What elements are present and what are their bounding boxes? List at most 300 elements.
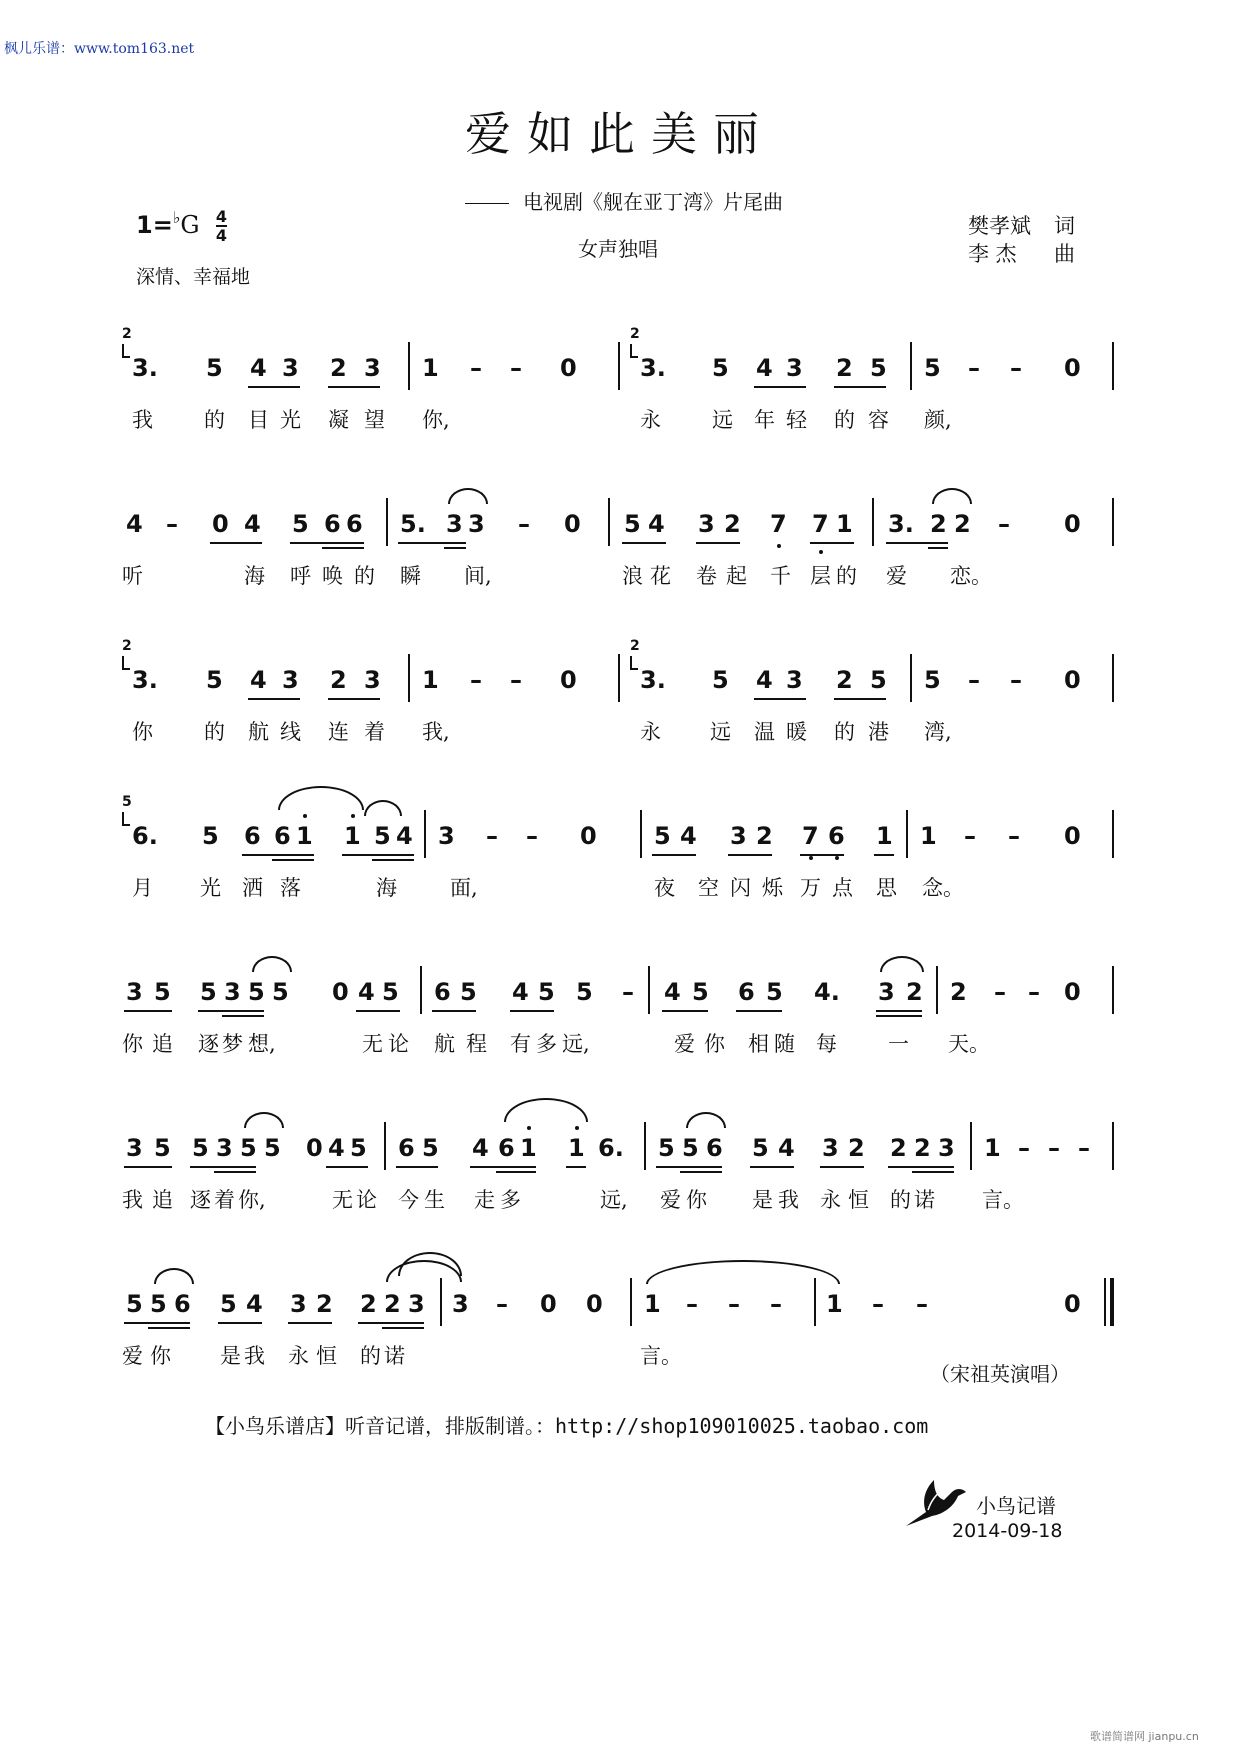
tempo-marking: 深情、幸福地 — [136, 266, 251, 288]
lyric: 远, — [562, 1032, 590, 1056]
lyric: 远, — [600, 1188, 628, 1212]
lyric: 间, — [464, 564, 492, 588]
lyric: 爱 — [886, 564, 907, 588]
lyric: 恒 — [316, 1344, 337, 1368]
bar-line — [1112, 654, 1114, 702]
note: 3 — [364, 354, 381, 382]
beam — [652, 854, 696, 856]
note: 3 — [730, 822, 747, 850]
note: 4 — [244, 510, 261, 538]
meter-mark: 2 — [122, 326, 132, 342]
bar-line — [910, 342, 912, 390]
note: 0 — [306, 1134, 323, 1162]
lyric: 轻 — [786, 408, 807, 432]
lyric: 的 — [836, 564, 857, 588]
note: 5 — [192, 1134, 209, 1162]
note: – — [510, 354, 522, 382]
note: 2 — [836, 666, 853, 694]
note: 7 — [770, 510, 787, 538]
lyric: 是 — [752, 1188, 773, 1212]
note: 5 — [220, 1290, 237, 1318]
lyric: 论 — [356, 1188, 377, 1212]
lyric: 你, — [422, 408, 450, 432]
note: 2 — [906, 978, 923, 1006]
lyric: 空 — [698, 876, 719, 900]
beam — [834, 698, 886, 700]
note: 5 — [382, 978, 399, 1006]
beam — [372, 859, 414, 861]
note: 0 — [212, 510, 229, 538]
lyric: 浪 — [622, 564, 643, 588]
bar-line — [630, 1278, 632, 1326]
note: 0 — [540, 1290, 557, 1318]
bar-line — [936, 966, 938, 1014]
lyric: 一 — [888, 1032, 909, 1056]
note: 6 — [434, 978, 451, 1006]
note: 1 — [344, 822, 361, 850]
note: 3 — [822, 1134, 839, 1162]
beam — [248, 698, 300, 700]
note: 1 — [876, 822, 893, 850]
lyric: 海 — [244, 564, 265, 588]
lyric: 听 — [122, 564, 143, 588]
footer-note: 【小鸟乐谱店】听音记谱，排版制谱。：http://shop109010025.taobao.com — [205, 1414, 929, 1438]
note: 2 — [330, 666, 347, 694]
note: 2 — [836, 354, 853, 382]
lyric: 恋。 — [950, 564, 992, 588]
beam — [124, 1010, 172, 1012]
slur — [364, 800, 402, 816]
note: 3 — [282, 666, 299, 694]
note: 3. — [132, 666, 158, 694]
note: – — [496, 1290, 508, 1318]
note: 3 — [290, 1290, 307, 1318]
beam — [754, 698, 806, 700]
lyric: 永 — [640, 720, 661, 744]
note: 2 — [950, 978, 967, 1006]
note: 5 — [766, 978, 783, 1006]
lyric: 湾, — [924, 720, 952, 744]
beam — [124, 1322, 190, 1324]
note: 3 — [786, 666, 803, 694]
note: 6 — [498, 1134, 515, 1162]
lyric: 烁 — [762, 876, 783, 900]
note: 2 — [316, 1290, 333, 1318]
note: 5 — [538, 978, 555, 1006]
lyric: 点 — [832, 876, 853, 900]
time-numerator: 4 — [215, 207, 228, 226]
note: – — [686, 1290, 698, 1318]
meter-mark: 2 — [122, 638, 132, 654]
lyric: 唤 — [322, 564, 343, 588]
bar-line — [408, 654, 410, 702]
note: 5 — [712, 666, 729, 694]
note: 0 — [1064, 822, 1081, 850]
lyric: 生 — [424, 1188, 445, 1212]
lyric: 永 — [820, 1188, 841, 1212]
note: 0 — [580, 822, 597, 850]
beam — [396, 1166, 438, 1168]
beam — [888, 1166, 954, 1168]
note: 0 — [564, 510, 581, 538]
lyric: 我 — [778, 1188, 799, 1212]
lyric: 港 — [868, 720, 889, 744]
note: – — [166, 510, 178, 538]
bar-line — [1112, 810, 1114, 858]
composer-credit — [968, 238, 1075, 268]
note: 6 — [346, 510, 363, 538]
note: 0 — [1064, 354, 1081, 382]
lyricist-role: 词 — [1054, 214, 1075, 238]
note: 4 — [664, 978, 681, 1006]
lyric: 千 — [770, 564, 791, 588]
upper-octave-dot — [527, 1126, 531, 1130]
lyric: 我, — [422, 720, 450, 744]
note: 3 — [216, 1134, 233, 1162]
lyric: 永 — [288, 1344, 309, 1368]
lyric: 多 — [500, 1188, 521, 1212]
lyric: 连 — [328, 720, 349, 744]
note: 4 — [250, 354, 267, 382]
lyric: 每 — [816, 1032, 837, 1056]
composer-role: 曲 — [1054, 242, 1075, 266]
note: – — [968, 354, 980, 382]
meter-hook — [122, 344, 130, 358]
note: 5 — [374, 822, 391, 850]
note: – — [470, 354, 482, 382]
note: 4 — [756, 354, 773, 382]
beam — [470, 1166, 536, 1168]
note: 3 — [282, 354, 299, 382]
note: 5 — [272, 978, 289, 1006]
lyric: 你 — [704, 1032, 725, 1056]
beam — [912, 1171, 954, 1173]
note: 0 — [586, 1290, 603, 1318]
lyric: 万 — [800, 876, 821, 900]
lyric: 温 — [754, 720, 775, 744]
beam — [820, 1166, 864, 1168]
beam — [242, 854, 314, 856]
final-bar-thin — [1104, 1278, 1106, 1326]
note: – — [518, 510, 530, 538]
note: 5 — [264, 1134, 281, 1162]
lyric: 光 — [200, 876, 221, 900]
lyric: 恒 — [848, 1188, 869, 1212]
lyric: 诺 — [384, 1344, 405, 1368]
note: 1 — [422, 354, 439, 382]
bar-line — [420, 966, 422, 1014]
note: – — [964, 822, 976, 850]
bar-line — [910, 654, 912, 702]
song-subtitle — [465, 186, 783, 215]
note: 4 — [756, 666, 773, 694]
beam — [356, 1010, 400, 1012]
meter-hook — [122, 656, 130, 670]
key-signature — [136, 208, 227, 244]
beam — [124, 1166, 172, 1168]
note: 3 — [698, 510, 715, 538]
lyric: 远 — [710, 720, 731, 744]
lyric: 着 — [364, 720, 385, 744]
note: 6 — [828, 822, 845, 850]
lyric: 落 — [280, 876, 301, 900]
note: 2 — [914, 1134, 931, 1162]
note: 6 — [174, 1290, 191, 1318]
signature: 小鸟记谱 — [976, 1494, 1056, 1518]
tie — [932, 488, 972, 504]
lower-octave-dot — [809, 856, 813, 860]
note: 5 — [248, 978, 265, 1006]
lyric: 相 — [748, 1032, 769, 1056]
lyric: 逐 — [190, 1188, 211, 1212]
note: 5. — [400, 510, 426, 538]
bar-line — [384, 1122, 386, 1170]
lyric: 爱 — [122, 1344, 143, 1368]
note: 3. — [640, 354, 666, 382]
note: 0 — [1064, 510, 1081, 538]
lyric: 夜 — [654, 876, 675, 900]
lyric: 无 — [362, 1032, 383, 1056]
lyric: 走 — [474, 1188, 495, 1212]
lyric: 闪 — [730, 876, 751, 900]
note: 5 — [682, 1134, 699, 1162]
beam — [342, 854, 414, 856]
final-bar-thick — [1110, 1278, 1114, 1326]
note: 2 — [384, 1290, 401, 1318]
lyric: 暖 — [786, 720, 807, 744]
note: 6 — [706, 1134, 723, 1162]
beam — [398, 542, 466, 544]
note: 1 — [568, 1134, 585, 1162]
lyric: 无 — [332, 1188, 353, 1212]
watermark: 歌谱简谱网 jianpu.cn — [1090, 1730, 1199, 1743]
note: 6 — [398, 1134, 415, 1162]
bar-line — [644, 1122, 646, 1170]
beam — [622, 542, 666, 544]
meter-hook — [630, 656, 638, 670]
lyric: 的 — [204, 720, 225, 744]
beam — [358, 1322, 424, 1324]
bar-line — [408, 342, 410, 390]
beam — [382, 1327, 424, 1329]
note: 3 — [126, 978, 143, 1006]
lyricist-name: 樊孝斌 — [968, 214, 1031, 238]
beam — [876, 1015, 922, 1017]
beam — [272, 859, 314, 861]
beam — [214, 1171, 256, 1173]
note: – — [968, 666, 980, 694]
lyric: 我 — [132, 408, 153, 432]
bar-line — [618, 654, 620, 702]
singer-type: 女声独唱 — [578, 237, 658, 261]
note: 7 — [812, 510, 829, 538]
beam — [876, 1010, 922, 1012]
note: 3 — [468, 510, 485, 538]
note: 5 — [292, 510, 309, 538]
meter-hook — [630, 344, 638, 358]
lyricist-credit — [968, 210, 1075, 240]
note: 2 — [890, 1134, 907, 1162]
bar-line — [906, 810, 908, 858]
note: 1 — [920, 822, 937, 850]
lyric: 瞬 — [400, 564, 421, 588]
beam — [736, 1010, 782, 1012]
note: – — [1078, 1134, 1090, 1162]
tie — [686, 1112, 726, 1128]
lyric: 花 — [650, 564, 671, 588]
note: 5 — [200, 978, 217, 1006]
beam — [750, 1166, 794, 1168]
lyric: 随 — [774, 1032, 795, 1056]
note: 6 — [324, 510, 341, 538]
beam — [222, 1015, 264, 1017]
note: – — [872, 1290, 884, 1318]
beam — [210, 542, 262, 544]
beam — [566, 1166, 586, 1168]
subtitle-text: 电视剧《舰在亚丁湾》片尾曲 — [523, 190, 783, 214]
song-title: 爱如此美丽 — [465, 107, 775, 161]
note: – — [1018, 1134, 1030, 1162]
lyric: 我 — [244, 1344, 265, 1368]
tie — [252, 956, 292, 972]
note: 1 — [296, 822, 313, 850]
note: 0 — [1064, 1290, 1081, 1318]
lyric: 洒 — [242, 876, 263, 900]
note: – — [510, 666, 522, 694]
note: 2 — [756, 822, 773, 850]
note: 5 — [870, 354, 887, 382]
note: 4 — [648, 510, 665, 538]
lyric: 你 — [150, 1344, 171, 1368]
tie — [448, 488, 488, 504]
note: 4 — [126, 510, 143, 538]
lyric: 航 — [434, 1032, 455, 1056]
note: 5 — [658, 1134, 675, 1162]
beam — [328, 698, 380, 700]
note: 2 — [360, 1290, 377, 1318]
beam — [834, 386, 886, 388]
beam — [148, 1327, 190, 1329]
note: 5 — [624, 510, 641, 538]
lyric: 你, — [238, 1188, 266, 1212]
bar-line — [618, 342, 620, 390]
note: 3 — [126, 1134, 143, 1162]
note: – — [526, 822, 538, 850]
slur — [278, 786, 364, 810]
lyric: 的 — [204, 408, 225, 432]
time-signature — [216, 208, 227, 244]
note: – — [916, 1290, 928, 1318]
note: 5 — [154, 1134, 171, 1162]
upper-octave-dot — [351, 814, 355, 818]
lyric: 你 — [122, 1032, 143, 1056]
beam — [662, 1010, 708, 1012]
lyric: 想, — [248, 1032, 276, 1056]
bar-line — [1112, 342, 1114, 390]
beam — [656, 1166, 722, 1168]
beam — [288, 1322, 332, 1324]
lyric: 的 — [360, 1344, 381, 1368]
note: 6 — [738, 978, 755, 1006]
lyric: 航 — [248, 720, 269, 744]
note: 4 — [778, 1134, 795, 1162]
note: 4 — [250, 666, 267, 694]
note: 2 — [954, 510, 971, 538]
lyric: 有 — [510, 1032, 531, 1056]
tie — [646, 1260, 840, 1284]
lyric: 追 — [152, 1032, 173, 1056]
note: 5 — [752, 1134, 769, 1162]
lyric: 呼 — [290, 564, 311, 588]
lyric: 卷 — [696, 564, 717, 588]
lyric: 多 — [536, 1032, 557, 1056]
bar-line — [1112, 498, 1114, 546]
note: 4 — [358, 978, 375, 1006]
flat-sign: ♭ — [172, 208, 181, 227]
note: 0 — [1064, 666, 1081, 694]
note: – — [1048, 1134, 1060, 1162]
note: 3 — [452, 1290, 469, 1318]
lyric: 言。 — [640, 1344, 682, 1368]
beam — [496, 1171, 536, 1173]
note: 5 — [924, 354, 941, 382]
beam — [218, 1322, 262, 1324]
note: 1 — [984, 1134, 1001, 1162]
bar-line — [640, 810, 642, 858]
lyric: 逐 — [198, 1032, 219, 1056]
bar-line — [970, 1122, 972, 1170]
beam — [190, 1166, 256, 1168]
bar-line — [386, 498, 388, 546]
lyric: 面, — [450, 876, 478, 900]
bar-line — [648, 966, 650, 1014]
lyric: 念。 — [922, 876, 964, 900]
note: 5 — [202, 822, 219, 850]
lyric: 光 — [280, 408, 301, 432]
beam — [328, 386, 380, 388]
note: – — [994, 978, 1006, 1006]
note: 3. — [888, 510, 914, 538]
beam — [198, 1010, 264, 1012]
lyric: 天。 — [948, 1032, 990, 1056]
note: 1 — [826, 1290, 843, 1318]
beam — [696, 542, 740, 544]
note: 4 — [396, 822, 413, 850]
lower-octave-dot — [819, 550, 823, 554]
beam — [754, 386, 806, 388]
bar-line — [608, 498, 610, 546]
note: – — [1028, 978, 1040, 1006]
meter-mark: 5 — [122, 794, 132, 810]
note: 6 — [244, 822, 261, 850]
note: – — [486, 822, 498, 850]
bar-line — [424, 810, 426, 858]
meter-mark: 2 — [630, 326, 640, 342]
note: 5 — [712, 354, 729, 382]
note: – — [470, 666, 482, 694]
note: – — [1010, 666, 1022, 694]
note: 4 — [472, 1134, 489, 1162]
bar-line — [440, 1278, 442, 1326]
lyric: 的 — [834, 408, 855, 432]
note: 5 — [240, 1134, 257, 1162]
lyric: 的 — [354, 564, 375, 588]
note: 0 — [560, 666, 577, 694]
note: 5 — [654, 822, 671, 850]
note: 4 — [512, 978, 529, 1006]
note: 5 — [870, 666, 887, 694]
note: 1 — [644, 1290, 661, 1318]
